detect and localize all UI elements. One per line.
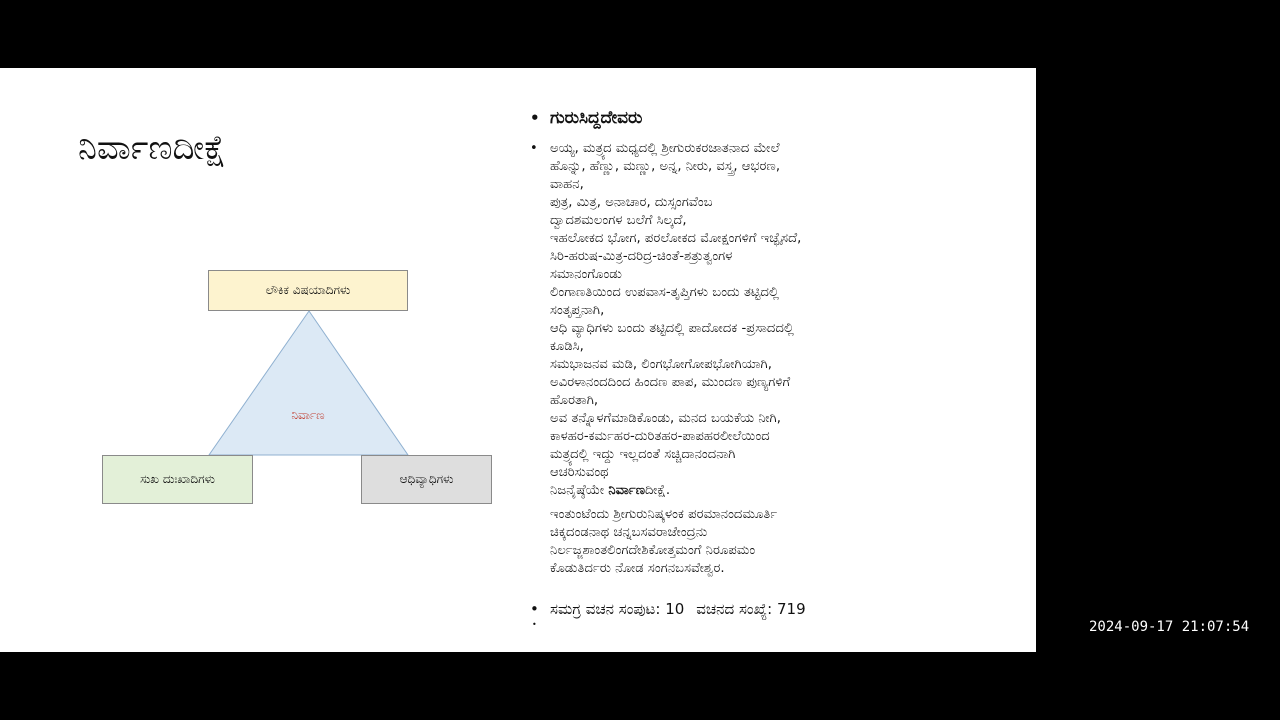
line: ವಾಹನ, xyxy=(550,177,584,192)
line: ಸಿರಿ-ಹರುಷ-ಮಿತ್ರ-ದರಿದ್ರ-ಚಿಂತೆ-ಶತ್ರುತ್ವಂಗಳ xyxy=(550,249,733,264)
line-last-bold: ನಿರ್ವಾಣ xyxy=(608,483,646,498)
line: ಲಿಂಗಾಣತಿಯಿಂದ ಉಪವಾಸ-ತೃಪ್ತಿಗಳು ಬಂದು ತಟ್ಟಿದಲ್ಲಿ xyxy=(550,285,779,300)
line: ಅಯ್ಯ, ಮತ್ರ್ಯದ ಮಧ್ಯದಲ್ಲಿ ಶ್ರೀಗುರುಕರಜಾತನಾದ ಮೇಲೆ xyxy=(550,141,780,156)
line: ಮತ್ರ್ಯದಲ್ಲಿ ಇದ್ದು ಇಲ್ಲದಂತೆ ಸಚ್ಚಿದಾನಂದನಾಗಿ xyxy=(550,447,736,462)
bullet-icon: • xyxy=(530,141,538,156)
line: ಕಾಳಹರ-ಕರ್ಮಹರ-ದುರಿತಹರ-ಪಾಪಹರಲೀಲೆಯಿಂದ xyxy=(550,429,770,444)
volume-label: ಸಮಗ್ರ ವಚನ ಸಂಪುಟ: xyxy=(550,600,661,618)
line-last-prefix: ನಿಜನೈಷ್ಠೆಯೇ xyxy=(550,483,609,498)
triangle-shape xyxy=(209,311,408,455)
line: ಚಿಕ್ಕದಂಡನಾಥ ಚನ್ನಬಸವರಾಜೇಂದ್ರನು xyxy=(550,525,708,540)
line: ಆಚರಿಸುವಂಥ xyxy=(550,465,609,480)
line: ಹೊನ್ನು, ಹೆಣ್ಣು, ಮಣ್ಣು, ಅನ್ನ, ನೀರು, ವಸ್ತ್ರ, ಆಭರಣ, xyxy=(550,159,781,174)
number-label: ವಚನದ ಸಂಖ್ಯೆ: xyxy=(696,600,773,618)
vachana-panel xyxy=(530,108,1020,629)
signature-paragraph xyxy=(550,506,1020,578)
source-reference xyxy=(530,600,1020,618)
box-top: ಲೌಕಿಕ ವಿಷಯಾದಿಗಳು xyxy=(208,270,408,311)
line: ಅವ ತನ್ನೊಳಗೆಮಾಡಿಕೊಂಡು, ಮನದ ಬಯಕೆಯ ನೀಗಿ, xyxy=(550,411,781,426)
line: ಆಧಿ ವ್ಯಾಧಿಗಳು ಬಂದು ತಟ್ಟಿದಲ್ಲಿ ಪಾದೋದಕ -ಪ್ರಸಾದದಲ್ಲಿ xyxy=(550,321,794,336)
author-name: ಗುರುಸಿದ್ದದೇವರು xyxy=(550,108,643,128)
slide-title: ನಿರ್ವಾಣದೀಕ್ಷೆ xyxy=(78,128,227,168)
bullet-icon: • xyxy=(530,600,539,618)
timestamp: 2024-09-17 21:07:54 xyxy=(1089,619,1250,635)
line: ಪುತ್ರ, ಮಿತ್ರ, ಅನಾಚಾರ, ದುಸ್ಸಂಗವೆಂಬ xyxy=(550,195,713,210)
slide xyxy=(0,68,1036,652)
box-right: ಆಧಿವ್ಯಾಧಿಗಳು xyxy=(361,455,492,504)
volume-value: 10 xyxy=(665,600,685,618)
line-last-suffix: ದೀಕ್ಷೆ. xyxy=(645,483,671,498)
line: ನಿರ್ಲಜ್ಜಶಾಂತಲಿಂಗದೇಶಿಕೋತ್ತಮಂಗೆ ನಿರೂಪಮಂ xyxy=(550,543,756,558)
line: ಸಮಾನಂಗೊಂಡು xyxy=(550,267,622,282)
line: ಕೊಡುತಿರ್ದರು ನೋಡ ಸಂಗನಬಸವೇಶ್ವರ. xyxy=(550,561,725,576)
vachana-lines xyxy=(550,140,801,500)
line: ಸಮಭಾಜನವ ಮಡಿ, ಲಿಂಗಭೋಗೋಪಭೋಗಿಯಾಗಿ, xyxy=(550,357,772,372)
number-value: 719 xyxy=(777,600,806,618)
box-left: ಸುಖ ದುಃಖಾದಿಗಳು xyxy=(102,455,253,504)
line: ಸಂತೃಪ್ತನಾಗಿ, xyxy=(550,303,605,318)
empty-bullet-icon: • xyxy=(532,620,537,629)
triangle-center-label: ನಿರ್ವಾಣ xyxy=(291,408,325,422)
line: ಅವಿರಳಾನಂದದಿಂದ ಹಿಂದಣ ಪಾಪ, ಮುಂದಣ ಪುಣ್ಯಗಳಿಗೆ xyxy=(550,375,791,390)
line: ದ್ವಾದಶಮಲಂಗಳ ಬಲೆಗೆ ಸಿಲ್ಕದೆ, xyxy=(550,213,687,228)
bullet-icon: • xyxy=(530,109,540,127)
vachana-text xyxy=(530,140,1020,500)
author-heading xyxy=(530,108,1020,128)
line: ಕೂಡಿಸಿ, xyxy=(550,339,584,354)
line: ಇಹಲೋಕದ ಭೋಗ, ಪರಲೋಕದ ಮೋಕ್ಷಂಗಳಿಗೆ ಇಚ್ಫೈಸದೆ, xyxy=(550,231,802,246)
line: ಹೊರತಾಗಿ, xyxy=(550,393,599,408)
line: ಇಂತುಂಟೆಂದು ಶ್ರೀಗುರುನಿಷ್ಕಳಂಕ ಪರಮಾನಂದಮೂರ್ತಿ xyxy=(550,507,778,522)
line-last xyxy=(550,482,801,500)
